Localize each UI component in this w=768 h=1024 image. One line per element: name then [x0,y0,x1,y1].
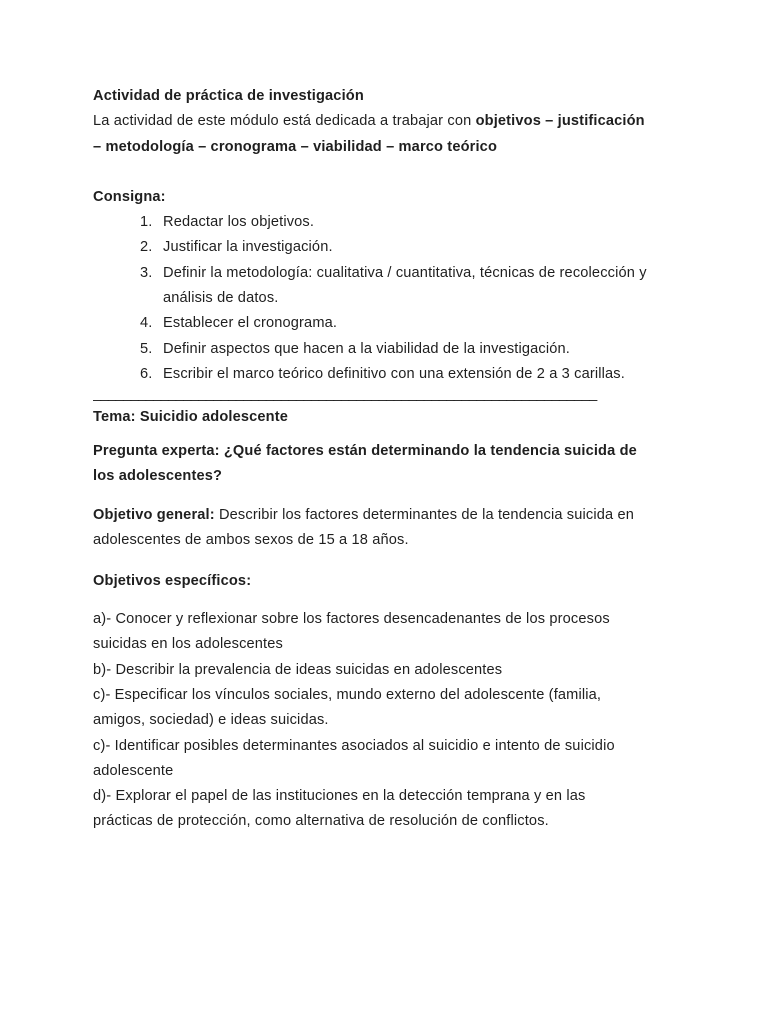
consigna-label: Consigna: [93,188,166,205]
consigna-item-6 [93,362,683,387]
consigna-item-3-continuation [93,286,683,311]
pregunta-line-2: los adolescentes? [93,467,223,484]
intro-line-1 [93,109,683,134]
consigna-item-5 [93,337,683,362]
item-text: Definir aspectos que hacen a la viabilidad de la investigación. [163,340,570,357]
objetivo-general-line-1 [93,503,683,528]
tema-heading: Tema: Suicidio adolescente [93,409,289,426]
objetivo-general-line-2: adolescentes de ambos sexos de 15 a 18 años. [93,532,409,549]
item-number: 3. [140,264,153,281]
objetivo-d-line-1: d)- Explorar el papel de las instituciones en la detección temprana y en las [93,788,586,805]
objetivo-b: b)- Describir la prevalencia de ideas suicidas en adolescentes [93,661,503,678]
objetivo-c2-line-2: adolescente [93,762,174,779]
pregunta-experta [93,439,683,490]
objetivo-c-line-2: amigos, sociedad) e ideas suicidas. [93,712,329,729]
document-page [93,84,683,835]
objetivos-especificos-list [93,607,683,835]
objetivo-c-line-1: c)- Especificar los vínculos sociales, mundo externo del adolescente (familia, [93,686,602,703]
item-text: Escribir el marco teórico definitivo con una extensión de 2 a 3 carillas. [163,365,625,382]
item-number: 2. [140,239,153,256]
item-text: análisis de datos. [163,290,279,307]
separator-line: ___________________________________________________________________ [93,387,597,402]
item-text: Definir la metodología: cualitativa / cuantitativa, técnicas de recolección y [163,264,647,281]
intro-text: La actividad de este módulo está dedicada a trabajar con [93,113,476,130]
consigna-item-3 [93,261,683,286]
objetivo-a-line-2: suicidas en los adolescentes [93,636,283,653]
document-title: Actividad de práctica de investigación [93,88,364,104]
objetivo-general-text: Describir los factores determinantes de la tendencia suicida en [214,507,635,524]
intro-paragraph [93,109,683,160]
objetivo-c2-line-1: c)- Identificar posibles determinantes asociados al suicidio e intento de suicidio [93,737,615,754]
pregunta-line-1: Pregunta experta: ¿Qué factores están determinando la tendencia suicida de [93,442,637,459]
objetivo-general-label: Objetivo general: [93,507,215,524]
item-text: Establecer el cronograma. [163,315,338,332]
item-number: 1. [140,214,153,231]
consigna-list [93,210,683,387]
item-text: Redactar los objetivos. [163,214,315,231]
consigna-item-1 [93,210,683,235]
consigna-item-2 [93,235,683,260]
objetivo-d-line-2: prácticas de protección, como alternativa de resolución de conflictos. [93,813,549,830]
objetivo-a-line-1: a)- Conocer y reflexionar sobre los factores desencadenantes de los procesos [93,611,610,628]
intro-bold-topics-2: – metodología – cronograma – viabilidad – marco teórico [93,138,498,155]
item-number: 4. [140,315,153,332]
intro-bold-topics-1: objetivos – justificación [475,113,645,130]
item-number: 5. [140,340,153,357]
consigna-item-4 [93,311,683,336]
item-number: 6. [140,365,153,382]
objetivos-especificos-label: Objetivos específicos: [93,572,252,589]
item-text: Justificar la investigación. [163,239,333,256]
objetivo-general [93,503,683,554]
